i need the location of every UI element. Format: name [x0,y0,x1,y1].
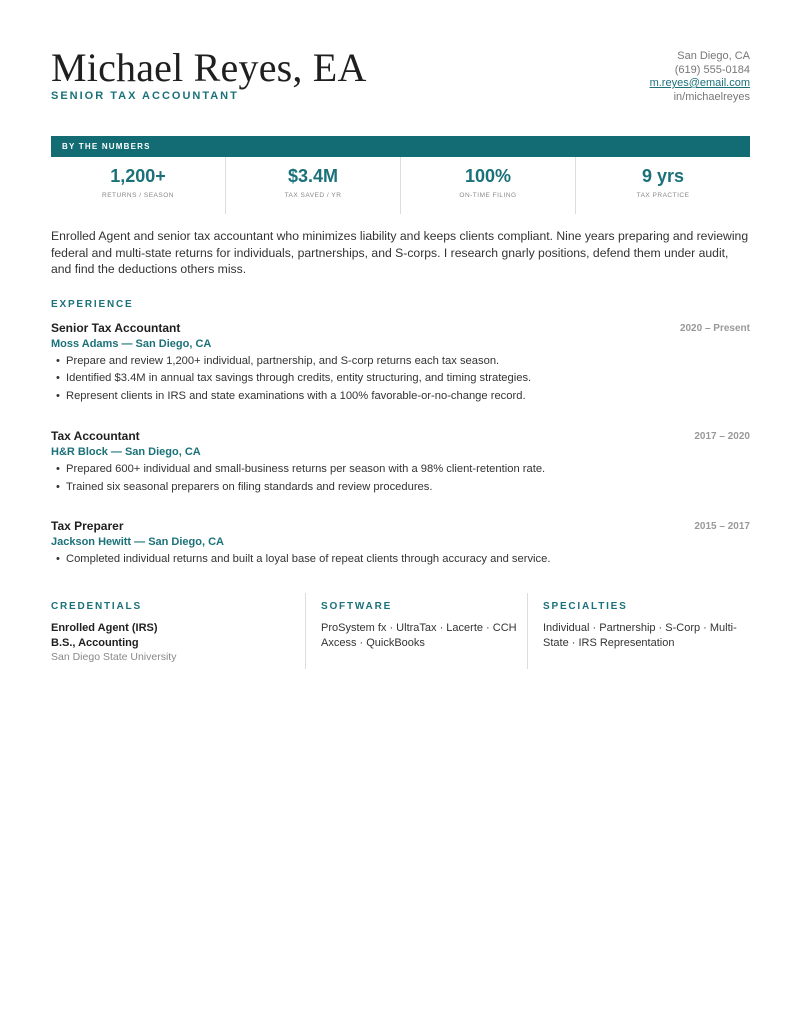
software-list: ProSystem fx · UltraTax · Lacerte · CCH Axcess · QuickBooks [321,622,517,649]
contact-phone: (619) 555-0184 [674,63,750,76]
job-bullet: • Prepared 600+ individual and small-business returns per season with a 98% client-retention rate. [56,461,750,479]
candidate-name: Michael Reyes, EA [51,45,367,90]
contact-block [650,50,750,104]
specialties-list: Individual · Partnership · S-Corp · Multi-State · IRS Representation [543,622,737,649]
stat-label: ON-TIME FILING [459,192,517,199]
by-the-numbers-band: BY THE NUMBERS [51,136,750,157]
job-dates: 2015 – 2017 [694,521,750,533]
stat-value: $3.4M [287,166,339,186]
stat-label: TAX SAVED / YR [284,192,342,199]
job-bullets [51,461,750,496]
job-entry [51,519,750,569]
specialties-column [528,593,750,669]
job-role: Tax Preparer [51,519,124,534]
job-company: H&R Block — San Diego, CA [51,446,201,459]
resume-page [51,0,750,669]
bottom-columns [51,593,750,669]
stats-row [51,157,750,214]
credential-item: Enrolled Agent (IRS) [51,622,158,635]
job-bullet: • Prepare and review 1,200+ individual, partnership, and S-corp returns each tax season. [56,353,750,371]
job-bullet: • Completed individual returns and built a loyal base of repeat clients through accuracy and service. [56,551,750,569]
specialties-heading: SPECIALTIES [543,601,628,613]
job-bullets [51,353,750,406]
credentials-column [51,593,306,669]
summary-paragraph: Enrolled Agent and senior tax accountant who minimizes liability and keeps clients compliant. Nine years preparing and reviewing federal and multi-state returns for individuals, partnerships, and S-corps. I research gnarly positions, defend them under audit, and find the deductions others miss. [51,229,749,276]
experience-heading: EXPERIENCE [51,298,134,310]
job-bullets [51,551,750,569]
job-role: Tax Accountant [51,429,140,444]
job-bullet: • Represent clients in IRS and state examinations with a 100% favorable-or-no-change record. [56,388,750,406]
stat-value: 1,200+ [110,166,166,186]
job-company: Jackson Hewitt — San Diego, CA [51,536,224,549]
credentials-heading: CREDENTIALS [51,601,142,613]
job-entry [51,321,750,406]
stat-value: 100% [464,166,512,186]
stat-item [226,157,401,214]
stat-label: TAX PRACTICE [636,192,690,199]
job-bullet: • Identified $3.4M in annual tax savings through credits, entity structuring, and timing strategies. [56,370,750,388]
stat-value: 9 yrs [641,166,685,186]
job-company: Moss Adams — San Diego, CA [51,337,212,350]
candidate-title: SENIOR TAX ACCOUNTANT [51,90,239,102]
stat-item [401,157,576,214]
software-column [306,593,528,669]
stat-item [576,157,750,214]
stat-label: RETURNS / SEASON [102,192,174,199]
job-bullet: • Trained six seasonal preparers on filing standards and review procedures. [56,479,750,497]
job-entry [51,429,750,496]
software-heading: SOFTWARE [321,601,393,613]
job-dates: 2020 – Present [679,322,750,334]
contact-location: San Diego, CA [677,50,750,62]
job-dates: 2017 – 2020 [694,431,750,443]
job-role: Senior Tax Accountant [51,320,181,335]
contact-email-link[interactable]: m.reyes@email.com [649,77,750,89]
credential-school: San Diego State University [51,651,177,664]
resume-header [51,0,750,136]
stat-item [51,157,226,214]
credential-item: B.S., Accounting [51,636,139,649]
contact-linkedin: in/michaelreyes [673,90,750,103]
